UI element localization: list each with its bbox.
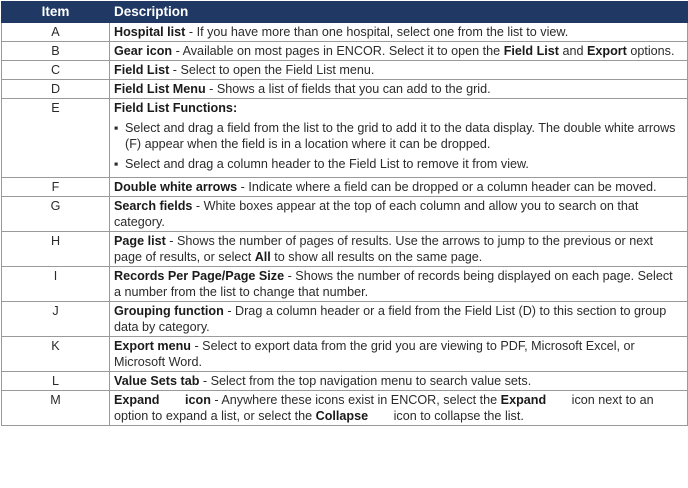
table-row [2, 391, 688, 426]
row-text: - If you have more than one hospital, select one from the list to view. [185, 25, 569, 39]
table-row [2, 80, 688, 99]
row-text: - Shows the number of records being displayed on each page. Select a number from the list to change that number. [114, 269, 673, 299]
row-text: icon to collapse the list. [390, 409, 524, 423]
bullet-list [114, 120, 683, 172]
row-item: L [2, 372, 110, 391]
row-item: H [2, 232, 110, 267]
row-description [110, 80, 688, 99]
row-bold: Collapse [315, 409, 369, 423]
list-item-text: Select and drag a column header to the Field List to remove it from view. [125, 157, 529, 171]
row-item: B [2, 42, 110, 61]
row-description [110, 267, 688, 302]
row-item: F [2, 178, 110, 197]
row-title: Double white arrows [114, 180, 238, 194]
row-description [110, 337, 688, 372]
row-description [110, 23, 688, 42]
row-description [110, 61, 688, 80]
table-header-row [2, 2, 688, 23]
row-title: Field List Menu [114, 82, 206, 96]
row-text: - White boxes appear at the top of each column and allow you to search on that category. [114, 199, 639, 229]
table-row [2, 23, 688, 42]
row-title: Search fields [114, 199, 193, 213]
row-title: Expand [114, 393, 160, 407]
row-bold: Field List [503, 44, 559, 58]
row-text: - Shows a list of fields that you can add to the grid. [205, 82, 491, 96]
row-text: - Indicate where a field can be dropped or a column header can be moved. [237, 180, 657, 194]
bullet-icon: ▪ [114, 157, 119, 171]
header-description: Description [110, 2, 688, 23]
list-item-text: Select and drag a field from the list to the grid to add it to the data display. The double white arrows (F) appear when the field is in a location where it can be dropped. [125, 121, 676, 151]
row-title: Value Sets tab [114, 374, 200, 388]
row-title: Export menu [114, 339, 191, 353]
row-item: K [2, 337, 110, 372]
table-row [2, 42, 688, 61]
row-title: Grouping function [114, 304, 224, 318]
table-row [2, 232, 688, 267]
table-row [2, 302, 688, 337]
row-item: C [2, 61, 110, 80]
row-title: Records Per Page/Page Size [114, 269, 285, 283]
row-title: Gear icon [114, 44, 173, 58]
row-text: to show all results on the same page. [270, 250, 483, 264]
row-title: Hospital list [114, 25, 186, 39]
row-description [110, 42, 688, 61]
row-text: and [558, 44, 587, 58]
table-row [2, 178, 688, 197]
row-description [110, 372, 688, 391]
row-description [110, 391, 688, 426]
row-bold: Export [586, 44, 627, 58]
row-title: Field List Functions: [114, 101, 238, 115]
table-row [2, 372, 688, 391]
row-text: - Select from the top navigation menu to search value sets. [199, 374, 532, 388]
row-bold: Expand [500, 393, 547, 407]
row-item: I [2, 267, 110, 302]
row-item: E [2, 99, 110, 178]
row-text: options. [626, 44, 675, 58]
list-item [114, 120, 683, 152]
table-row [2, 99, 688, 178]
table-row [2, 267, 688, 302]
row-item: J [2, 302, 110, 337]
row-description [110, 178, 688, 197]
row-item: A [2, 23, 110, 42]
row-title: Field List [114, 63, 170, 77]
row-text: - Select to open the Field List menu. [169, 63, 375, 77]
row-text: - Drag a column header or a field from the Field List (D) to this section to group data by category. [114, 304, 667, 334]
row-description [110, 232, 688, 267]
row-bold: All [254, 250, 271, 264]
definitions-table [1, 1, 688, 426]
row-description [110, 99, 688, 178]
row-text: - Shows the number of pages of results. Use the arrows to jump to the previous or next page of results, or select [114, 234, 653, 264]
row-description [110, 197, 688, 232]
row-item: M [2, 391, 110, 426]
row-text: - Select to export data from the grid you are viewing to PDF, Microsoft Excel, or Microsoft Word. [114, 339, 635, 369]
row-item: G [2, 197, 110, 232]
table-row [2, 197, 688, 232]
row-text: - Anywhere these icons exist in ENCOR, select the [210, 393, 501, 407]
row-text: icon next to an option to expand a list, or select the [114, 393, 654, 423]
row-title: Page list [114, 234, 166, 248]
list-item [114, 156, 683, 172]
table-row [2, 61, 688, 80]
row-bold: icon [181, 393, 211, 407]
header-item: Item [2, 2, 110, 23]
row-text: - Available on most pages in ENCOR. Select it to open the [172, 44, 504, 58]
row-item: D [2, 80, 110, 99]
table-row [2, 337, 688, 372]
row-description [110, 302, 688, 337]
bullet-icon: ▪ [114, 121, 119, 135]
